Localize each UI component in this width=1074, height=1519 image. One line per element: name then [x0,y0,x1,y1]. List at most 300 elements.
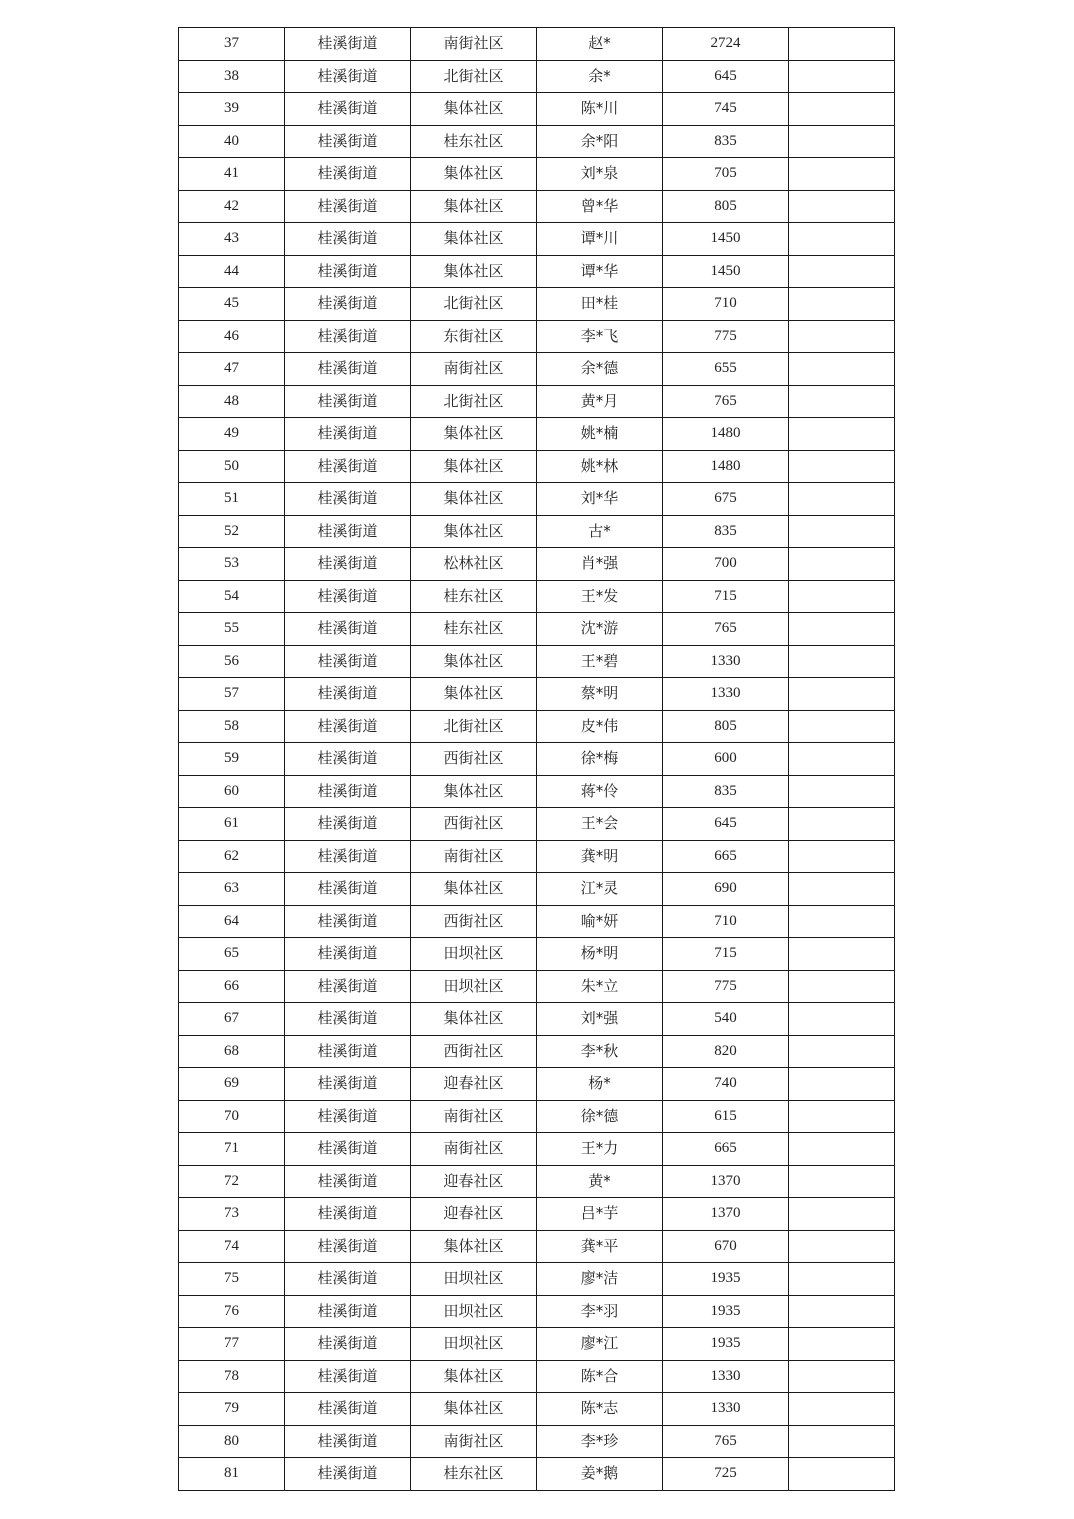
cell-number: 69 [179,1068,285,1101]
cell-street: 桂溪街道 [285,1068,411,1101]
cell-community: 田坝社区 [411,970,537,1003]
cell-community: 东街社区 [411,320,537,353]
cell-amount: 805 [663,710,789,743]
cell-number: 38 [179,60,285,93]
cell-community: 集体社区 [411,158,537,191]
cell-name: 王*会 [537,808,663,841]
cell-name: 肖*强 [537,548,663,581]
cell-number: 76 [179,1295,285,1328]
cell-community: 集体社区 [411,255,537,288]
table-row [179,223,895,256]
cell-amount: 1480 [663,418,789,451]
cell-name: 古* [537,515,663,548]
cell-note [789,1165,895,1198]
cell-name: 龚*明 [537,840,663,873]
cell-amount: 715 [663,938,789,971]
cell-community: 集体社区 [411,1393,537,1426]
table-row [179,1458,895,1491]
table-row [179,840,895,873]
table-row [179,1328,895,1361]
cell-amount: 665 [663,1133,789,1166]
cell-community: 桂东社区 [411,125,537,158]
cell-name: 姜*鹅 [537,1458,663,1491]
cell-number: 48 [179,385,285,418]
table-row [179,288,895,321]
cell-note [789,1328,895,1361]
cell-note [789,808,895,841]
cell-note [789,385,895,418]
cell-note [789,515,895,548]
cell-name: 徐*梅 [537,743,663,776]
cell-community: 北街社区 [411,288,537,321]
cell-community: 南街社区 [411,1133,537,1166]
cell-community: 西街社区 [411,743,537,776]
cell-community: 迎春社区 [411,1165,537,1198]
table-row [179,970,895,1003]
cell-note [789,1100,895,1133]
cell-number: 75 [179,1263,285,1296]
table-row [179,1035,895,1068]
cell-note [789,1393,895,1426]
cell-amount: 1935 [663,1263,789,1296]
cell-note [789,613,895,646]
cell-street: 桂溪街道 [285,1425,411,1458]
cell-name: 谭*华 [537,255,663,288]
cell-name: 曾*华 [537,190,663,223]
table-row [179,678,895,711]
table-row [179,125,895,158]
cell-street: 桂溪街道 [285,1035,411,1068]
cell-street: 桂溪街道 [285,1198,411,1231]
table-row [179,450,895,483]
table-row [179,905,895,938]
cell-note [789,1295,895,1328]
cell-street: 桂溪街道 [285,158,411,191]
cell-name: 余* [537,60,663,93]
cell-note [789,93,895,126]
cell-street: 桂溪街道 [285,905,411,938]
cell-community: 集体社区 [411,873,537,906]
cell-note [789,1458,895,1491]
cell-street: 桂溪街道 [285,613,411,646]
cell-note [789,548,895,581]
cell-street: 桂溪街道 [285,775,411,808]
cell-community: 集体社区 [411,93,537,126]
cell-note [789,1035,895,1068]
cell-name: 吕*芋 [537,1198,663,1231]
table-row [179,808,895,841]
cell-name: 皮*伟 [537,710,663,743]
cell-note [789,840,895,873]
table-row [179,548,895,581]
cell-amount: 645 [663,808,789,841]
cell-amount: 690 [663,873,789,906]
cell-street: 桂溪街道 [285,320,411,353]
cell-amount: 820 [663,1035,789,1068]
cell-note [789,353,895,386]
table-row [179,645,895,678]
cell-community: 田坝社区 [411,1263,537,1296]
cell-amount: 670 [663,1230,789,1263]
cell-amount: 700 [663,548,789,581]
cell-number: 67 [179,1003,285,1036]
table-row [179,1360,895,1393]
cell-name: 王*发 [537,580,663,613]
cell-note [789,158,895,191]
cell-note [789,743,895,776]
cell-street: 桂溪街道 [285,418,411,451]
cell-amount: 705 [663,158,789,191]
cell-community: 集体社区 [411,483,537,516]
cell-street: 桂溪街道 [285,808,411,841]
cell-number: 52 [179,515,285,548]
cell-street: 桂溪街道 [285,1133,411,1166]
cell-street: 桂溪街道 [285,580,411,613]
cell-name: 陈*合 [537,1360,663,1393]
cell-community: 西街社区 [411,905,537,938]
cell-amount: 835 [663,125,789,158]
table-row [179,1425,895,1458]
table-row [179,1100,895,1133]
cell-name: 王*力 [537,1133,663,1166]
cell-number: 43 [179,223,285,256]
cell-name: 刘*泉 [537,158,663,191]
cell-number: 59 [179,743,285,776]
cell-note [789,678,895,711]
cell-street: 桂溪街道 [285,60,411,93]
cell-name: 喻*妍 [537,905,663,938]
cell-street: 桂溪街道 [285,743,411,776]
cell-name: 江*灵 [537,873,663,906]
cell-name: 李*秋 [537,1035,663,1068]
cell-name: 姚*林 [537,450,663,483]
cell-community: 迎春社区 [411,1198,537,1231]
cell-note [789,710,895,743]
cell-number: 57 [179,678,285,711]
table-row [179,743,895,776]
cell-community: 集体社区 [411,418,537,451]
cell-community: 南街社区 [411,353,537,386]
cell-amount: 765 [663,613,789,646]
cell-note [789,320,895,353]
cell-note [789,450,895,483]
cell-note [789,28,895,61]
cell-name: 李*羽 [537,1295,663,1328]
cell-number: 44 [179,255,285,288]
cell-amount: 1935 [663,1328,789,1361]
cell-amount: 1480 [663,450,789,483]
cell-community: 南街社区 [411,1425,537,1458]
cell-number: 60 [179,775,285,808]
table-row [179,320,895,353]
cell-amount: 715 [663,580,789,613]
table-row [179,190,895,223]
cell-street: 桂溪街道 [285,1328,411,1361]
cell-number: 68 [179,1035,285,1068]
cell-number: 74 [179,1230,285,1263]
cell-note [789,1263,895,1296]
cell-community: 西街社区 [411,1035,537,1068]
cell-street: 桂溪街道 [285,1393,411,1426]
table-row [179,1165,895,1198]
cell-note [789,223,895,256]
cell-number: 47 [179,353,285,386]
cell-amount: 615 [663,1100,789,1133]
table-row [179,158,895,191]
cell-amount: 805 [663,190,789,223]
cell-name: 李*飞 [537,320,663,353]
table-row [179,60,895,93]
cell-name: 余*德 [537,353,663,386]
cell-number: 39 [179,93,285,126]
cell-community: 集体社区 [411,223,537,256]
cell-note [789,970,895,1003]
cell-name: 黄*月 [537,385,663,418]
cell-amount: 540 [663,1003,789,1036]
cell-community: 集体社区 [411,450,537,483]
cell-amount: 1450 [663,255,789,288]
cell-number: 45 [179,288,285,321]
cell-community: 集体社区 [411,190,537,223]
cell-number: 53 [179,548,285,581]
cell-note [789,1068,895,1101]
cell-street: 桂溪街道 [285,873,411,906]
cell-street: 桂溪街道 [285,1458,411,1491]
table-row [179,613,895,646]
cell-number: 81 [179,1458,285,1491]
cell-amount: 740 [663,1068,789,1101]
table-row [179,1068,895,1101]
cell-amount: 675 [663,483,789,516]
cell-amount: 765 [663,385,789,418]
cell-note [789,580,895,613]
cell-amount: 600 [663,743,789,776]
cell-amount: 1330 [663,678,789,711]
cell-note [789,255,895,288]
table-row [179,1003,895,1036]
cell-amount: 1370 [663,1198,789,1231]
cell-street: 桂溪街道 [285,840,411,873]
table-row [179,1230,895,1263]
cell-community: 田坝社区 [411,1295,537,1328]
cell-number: 64 [179,905,285,938]
cell-community: 北街社区 [411,385,537,418]
table-row [179,483,895,516]
cell-number: 70 [179,1100,285,1133]
cell-street: 桂溪街道 [285,1295,411,1328]
cell-number: 49 [179,418,285,451]
cell-community: 南街社区 [411,28,537,61]
cell-community: 集体社区 [411,775,537,808]
cell-amount: 835 [663,515,789,548]
cell-amount: 1370 [663,1165,789,1198]
cell-note [789,775,895,808]
cell-amount: 1450 [663,223,789,256]
cell-amount: 710 [663,288,789,321]
cell-street: 桂溪街道 [285,483,411,516]
cell-number: 72 [179,1165,285,1198]
cell-note [789,645,895,678]
cell-street: 桂溪街道 [285,450,411,483]
cell-street: 桂溪街道 [285,515,411,548]
table-row [179,255,895,288]
cell-amount: 725 [663,1458,789,1491]
cell-number: 65 [179,938,285,971]
cell-name: 王*碧 [537,645,663,678]
cell-street: 桂溪街道 [285,970,411,1003]
cell-number: 61 [179,808,285,841]
cell-name: 陈*志 [537,1393,663,1426]
cell-community: 桂东社区 [411,580,537,613]
table-row [179,93,895,126]
table-row [179,1263,895,1296]
cell-amount: 765 [663,1425,789,1458]
cell-name: 赵* [537,28,663,61]
table-row [179,1133,895,1166]
cell-street: 桂溪街道 [285,1360,411,1393]
table-row [179,775,895,808]
cell-street: 桂溪街道 [285,353,411,386]
cell-street: 桂溪街道 [285,938,411,971]
cell-community: 集体社区 [411,1230,537,1263]
table-row [179,1393,895,1426]
cell-community: 田坝社区 [411,938,537,971]
cell-name: 蔡*明 [537,678,663,711]
cell-street: 桂溪街道 [285,1263,411,1296]
cell-number: 62 [179,840,285,873]
cell-number: 66 [179,970,285,1003]
cell-name: 廖*江 [537,1328,663,1361]
cell-community: 南街社区 [411,840,537,873]
cell-community: 集体社区 [411,1003,537,1036]
cell-street: 桂溪街道 [285,548,411,581]
cell-community: 北街社区 [411,60,537,93]
cell-community: 桂东社区 [411,613,537,646]
cell-number: 37 [179,28,285,61]
cell-number: 55 [179,613,285,646]
cell-name: 杨*明 [537,938,663,971]
cell-name: 刘*华 [537,483,663,516]
cell-community: 集体社区 [411,515,537,548]
cell-number: 40 [179,125,285,158]
cell-name: 谭*川 [537,223,663,256]
cell-street: 桂溪街道 [285,125,411,158]
table-row [179,938,895,971]
cell-number: 79 [179,1393,285,1426]
cell-community: 迎春社区 [411,1068,537,1101]
cell-note [789,1425,895,1458]
cell-community: 南街社区 [411,1100,537,1133]
cell-street: 桂溪街道 [285,1003,411,1036]
cell-number: 56 [179,645,285,678]
cell-note [789,1230,895,1263]
cell-community: 松林社区 [411,548,537,581]
cell-name: 黄* [537,1165,663,1198]
cell-note [789,1133,895,1166]
cell-community: 西街社区 [411,808,537,841]
cell-amount: 645 [663,60,789,93]
cell-name: 沈*游 [537,613,663,646]
cell-note [789,1003,895,1036]
cell-amount: 835 [663,775,789,808]
table-row [179,1295,895,1328]
table-row [179,710,895,743]
table-row [179,1198,895,1231]
cell-name: 蒋*伶 [537,775,663,808]
cell-number: 58 [179,710,285,743]
cell-street: 桂溪街道 [285,1100,411,1133]
cell-amount: 1935 [663,1295,789,1328]
cell-amount: 2724 [663,28,789,61]
cell-note [789,288,895,321]
cell-street: 桂溪街道 [285,93,411,126]
cell-amount: 1330 [663,645,789,678]
table-body [179,28,895,1491]
cell-number: 63 [179,873,285,906]
cell-amount: 745 [663,93,789,126]
cell-number: 50 [179,450,285,483]
table-row [179,353,895,386]
cell-number: 54 [179,580,285,613]
cell-note [789,873,895,906]
cell-number: 71 [179,1133,285,1166]
cell-name: 朱*立 [537,970,663,1003]
cell-street: 桂溪街道 [285,28,411,61]
cell-amount: 655 [663,353,789,386]
cell-number: 46 [179,320,285,353]
table-row [179,580,895,613]
cell-amount: 775 [663,320,789,353]
cell-note [789,905,895,938]
cell-name: 徐*德 [537,1100,663,1133]
data-table [178,27,895,1491]
cell-note [789,418,895,451]
table-row [179,28,895,61]
cell-community: 田坝社区 [411,1328,537,1361]
cell-street: 桂溪街道 [285,678,411,711]
cell-street: 桂溪街道 [285,1165,411,1198]
cell-community: 集体社区 [411,678,537,711]
cell-community: 桂东社区 [411,1458,537,1491]
cell-amount: 710 [663,905,789,938]
cell-number: 51 [179,483,285,516]
cell-community: 北街社区 [411,710,537,743]
cell-street: 桂溪街道 [285,190,411,223]
cell-number: 77 [179,1328,285,1361]
cell-note [789,60,895,93]
cell-name: 刘*强 [537,1003,663,1036]
cell-name: 廖*洁 [537,1263,663,1296]
table-row [179,873,895,906]
cell-number: 80 [179,1425,285,1458]
cell-number: 42 [179,190,285,223]
cell-name: 龚*平 [537,1230,663,1263]
cell-community: 集体社区 [411,1360,537,1393]
cell-street: 桂溪街道 [285,223,411,256]
cell-name: 姚*楠 [537,418,663,451]
cell-note [789,1198,895,1231]
cell-note [789,1360,895,1393]
cell-amount: 665 [663,840,789,873]
table-row [179,385,895,418]
cell-amount: 775 [663,970,789,1003]
cell-amount: 1330 [663,1360,789,1393]
cell-name: 田*桂 [537,288,663,321]
cell-street: 桂溪街道 [285,710,411,743]
cell-amount: 1330 [663,1393,789,1426]
cell-name: 李*珍 [537,1425,663,1458]
cell-street: 桂溪街道 [285,288,411,321]
